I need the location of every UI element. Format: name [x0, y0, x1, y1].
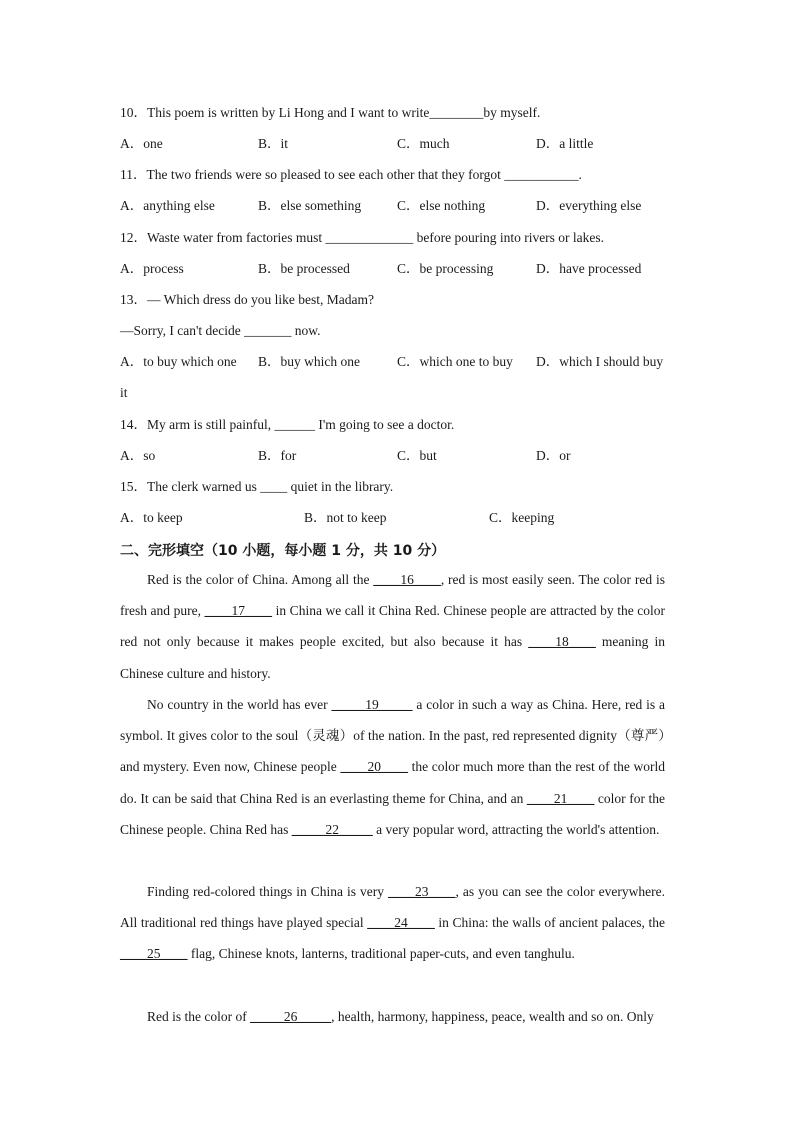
question-11-option-a: A．anything else [120, 198, 215, 213]
question-11-option-c: C．else nothing [397, 198, 486, 213]
question-10-option-b: B．it [258, 136, 289, 151]
question-14-option-b: B．for [258, 448, 297, 463]
question-15-option-b: B．not to keep [304, 510, 387, 525]
blank-24: ____24____ [367, 915, 435, 931]
question-12-stem: 12．Waste water from factories must _____________ before pouring into rivers or lakes. [120, 230, 605, 245]
question-13-stem-reply: —Sorry, I can't decide _______ now. [120, 323, 321, 338]
passage-paragraph-3: Finding red-colored things in China is very ____23____, as you can see the color everywhere. All traditional red things have played special ____24____ in China: the walls of ancient palaces, the ____25____ flag, Chinese knots, lanterns, traditional paper-cuts, and even tanghulu. [120, 884, 666, 962]
blank-19: _____19_____ [331, 697, 413, 712]
question-15-option-a: A．to keep [120, 510, 183, 525]
blank-16: ____16____ [373, 572, 441, 587]
question-13-stem: 13．— Which dress do you like best, Madam? [120, 292, 374, 307]
blank-25: ____25____ [120, 946, 188, 962]
blank-23: ____23____ [388, 884, 456, 899]
question-13-option-d-wrap: it [120, 385, 128, 400]
blank-20: ____20____ [340, 759, 408, 775]
question-12-option-c: C．be processing [397, 261, 494, 276]
question-11-option-d: D．everything else [536, 198, 642, 213]
question-12-option-a: A．process [120, 261, 184, 276]
blank-22: _____22_____ [291, 821, 373, 837]
passage-paragraph-4: Red is the color of _____26_____, health, harmony, happiness, peace, wealth and so on. Only [147, 1009, 654, 1024]
question-15-stem: 15．The clerk warned us ____ quiet in the library. [120, 479, 394, 494]
question-13-option-b: B．buy which one [258, 354, 360, 369]
question-10-stem: 10．This poem is written by Li Hong and I want to write________by myself. [120, 105, 541, 120]
question-10-option-c: C．much [397, 136, 450, 151]
question-15-option-c: C．keeping [489, 510, 555, 525]
question-12-option-b: B．be processed [258, 261, 350, 276]
passage-paragraph-2: No country in the world has ever _____19_____ a color in such a way as China. Here, red is a symbol. It gives color to the soul（灵魂）of the nation. In the past, red represented dignity（尊严）and mystery. Even now, Chinese people ____20____ the color much more than the rest of the world do. It can be said that China Red is an everlasting theme for China, and an ____21____ color for the Chinese people. China Red has _____22_____ a very popular word, attracting the world's attention. [120, 697, 666, 837]
question-14-stem: 14．My arm is still painful, ______ I'm going to see a doctor. [120, 417, 455, 432]
question-11-stem: 11．The two friends were so pleased to see each other that they forgot ___________. [120, 167, 582, 182]
question-14-option-c: C．but [397, 448, 437, 463]
question-13-option-d: D．which I should buy [536, 354, 664, 369]
blank-21: ____21____ [526, 790, 595, 806]
section-title: 二、完形填空（10 小题，每小题 1 分，共 10 分） [120, 543, 446, 559]
question-13-option-a: A．to buy which one [120, 354, 237, 369]
question-10-option-a: A．one [120, 136, 163, 151]
blank-26: _____26_____ [250, 1009, 332, 1024]
question-10-option-d: D．a little [536, 136, 594, 151]
passage-paragraph-1: Red is the color of China. Among all the ____16____, red is most easily seen. The color red is fresh and pure, ____17____ in China we call it China Red. Chinese people are attracted by the color red not only because it makes people excited, but also because it has ____18____ meaning in Chinese culture and history. [120, 572, 666, 681]
question-13-option-c: C．which one to buy [397, 354, 513, 369]
question-12-option-d: D．have processed [536, 261, 642, 276]
blank-17: ____17____ [204, 603, 273, 619]
blank-18: ____18____ [528, 634, 596, 650]
question-14-option-d: D．or [536, 448, 571, 463]
question-11-option-b: B．else something [258, 198, 362, 213]
question-14-option-a: A．so [120, 448, 156, 463]
